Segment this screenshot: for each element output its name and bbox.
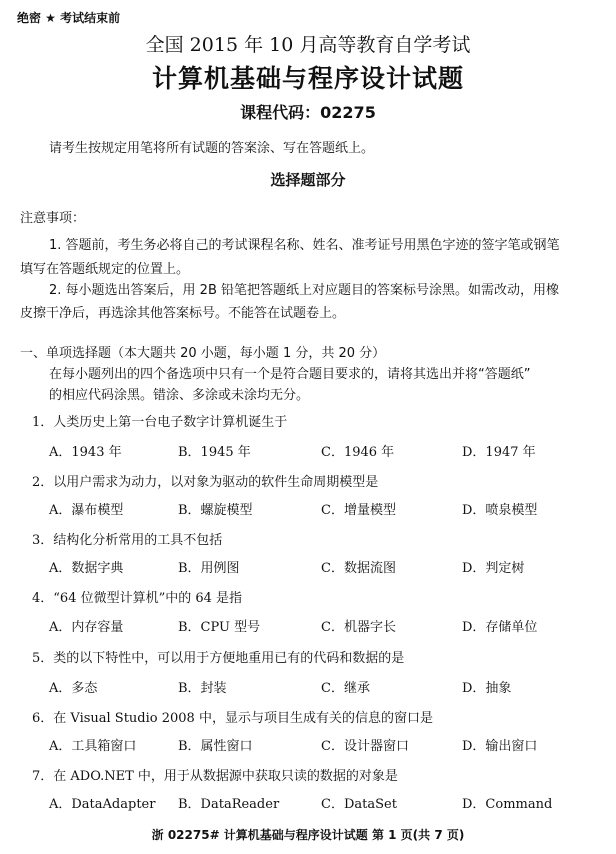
- question-stem: 5．类的以下特性中，可以用于方便地重用已有的代码和数据的是: [32, 651, 405, 666]
- option-b: B．1945 年: [178, 445, 251, 460]
- question-stem: 6．在 Visual Studio 2008 中，显示与项目生成有关的信息的窗口是: [32, 711, 433, 726]
- page-footer: 浙 02275# 计算机基础与程序设计试题 第 1 页(共 7 页): [151, 828, 465, 842]
- option-d: D．Command: [462, 797, 553, 812]
- part-title: 选择题部分: [270, 171, 346, 189]
- option-a: A．工具箱窗口: [49, 739, 137, 754]
- option-c: C．1946 年: [321, 445, 395, 460]
- option-c: C．DataSet: [321, 797, 397, 812]
- option-d: D．1947 年: [462, 445, 536, 460]
- option-b: B．螺旋模型: [178, 503, 253, 518]
- option-b: B．用例图: [178, 561, 240, 576]
- question-stem: 2．以用户需求为动力，以对象为驱动的软件生命周期模型是: [32, 475, 379, 490]
- question-stem: 4．“64 位微型计算机”中的 64 是指: [32, 591, 243, 606]
- option-c: C．数据流图: [321, 561, 396, 576]
- option-a: A．数据字典: [49, 561, 124, 576]
- note-item-1-line-2: 填写在答题纸规定的位置上。: [20, 262, 190, 277]
- option-a: A．1943 年: [49, 445, 122, 460]
- option-a: A．DataAdapter: [49, 797, 156, 812]
- notes-title: 注意事项：: [20, 211, 86, 226]
- secret-mark: 绝密 ★ 考试结束前: [17, 11, 121, 25]
- note-item-1-line-1: 1. 答题前，考生务必将自己的考试课程名称、姓名、准考证号用黑色字迹的签字笔或钢笔: [49, 238, 560, 253]
- course-code: 课程代码：02275: [240, 103, 376, 122]
- option-a: A．内存容量: [49, 620, 124, 635]
- option-a: A．瀑布模型: [49, 503, 124, 518]
- section-desc-line-2: 的相应代码涂黑。错涂、多涂或未涂均无分。: [49, 388, 310, 403]
- section-title: 一、单项选择题（本大题共 20 小题，每小题 1 分，共 20 分）: [20, 346, 386, 361]
- note-item-2-line-2: 皮擦干净后，再选涂其他答案标号。不能答在试题卷上。: [20, 306, 346, 321]
- option-b: B．DataReader: [178, 797, 280, 812]
- question-stem: 3．结构化分析常用的工具不包括: [32, 533, 223, 548]
- subject-title: 计算机基础与程序设计试题: [151, 64, 464, 93]
- option-b: B．属性窗口: [178, 739, 253, 754]
- question-stem: 1．人类历史上第一台电子数字计算机诞生于: [32, 415, 288, 430]
- option-d: D．喷泉模型: [462, 503, 538, 518]
- option-d: D．抽象: [462, 681, 512, 696]
- option-b: B．封装: [178, 681, 227, 696]
- option-c: C．设计器窗口: [321, 739, 409, 754]
- option-d: D．输出窗口: [462, 739, 538, 754]
- option-c: C．增量模型: [321, 503, 396, 518]
- option-c: C．继承: [321, 681, 370, 696]
- option-c: C．机器字长: [321, 620, 396, 635]
- option-b: B．CPU 型号: [178, 620, 261, 635]
- section-desc-line-1: 在每小题列出的四个备选项中只有一个是符合题目要求的，请将其选出并将“答题纸”: [49, 367, 531, 382]
- option-d: D．存储单位: [462, 620, 538, 635]
- question-stem: 7．在 ADO.NET 中，用于从数据源中获取只读的数据的对象是: [32, 769, 398, 784]
- option-d: D．判定树: [462, 561, 525, 576]
- option-a: A．多态: [49, 681, 98, 696]
- instruction: 请考生按规定用笔将所有试题的答案涂、写在答题纸上。: [49, 141, 375, 156]
- note-item-2-line-1: 2. 每小题选出答案后，用 2B 铅笔把答题纸上对应题目的答案标号涂黑。如需改动，用橡: [49, 283, 559, 298]
- exam-name: 全国 2015 年 10 月高等教育自学考试: [145, 34, 471, 56]
